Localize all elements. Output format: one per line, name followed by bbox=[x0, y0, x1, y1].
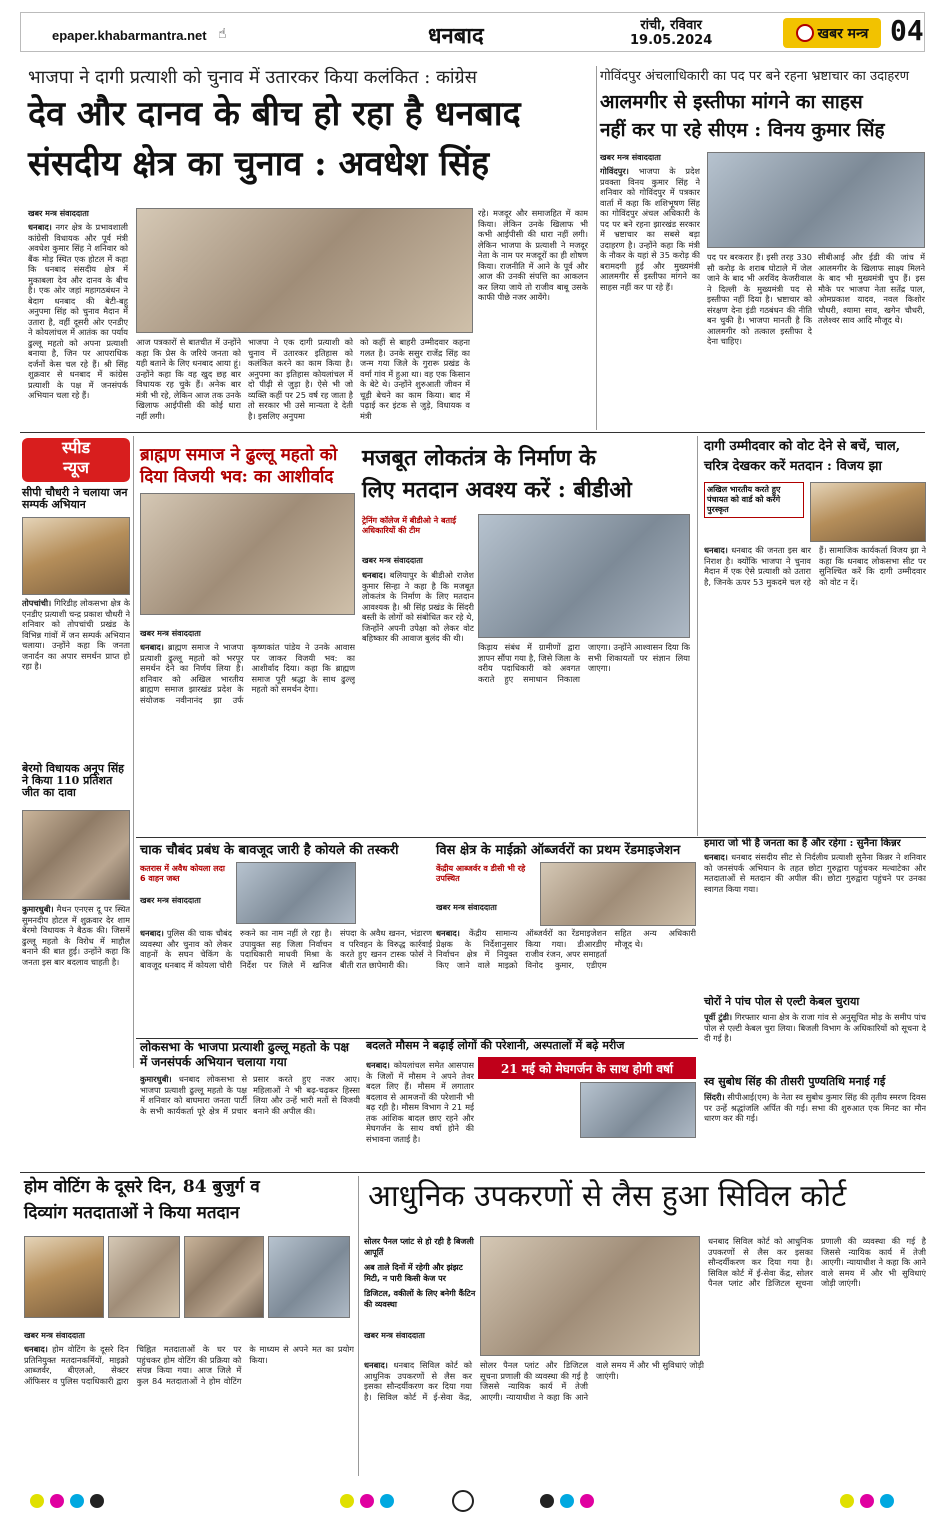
sunaina-text bbox=[704, 852, 926, 992]
right-kicker: गोविंदपुर अंचलाधिकारी का पद पर बने रहना भ्रष्टाचार का उदाहरण bbox=[600, 69, 910, 84]
divider bbox=[697, 436, 698, 836]
registration-dot bbox=[540, 1494, 554, 1508]
brahman-headline-2: दिया विजयी भव: का आशीर्वाद bbox=[140, 467, 334, 487]
sunaina-dateline: धनबाद। bbox=[704, 852, 728, 862]
registration-dot bbox=[50, 1494, 64, 1508]
registration-dot bbox=[90, 1494, 104, 1508]
daagi-headline-1: दागी उम्मीदवार को वोट देने से बचें, चाल, bbox=[704, 439, 901, 454]
subodh-text-body: सीपीआई(एम) के नेता स्व सुबोध कुमार सिंह की तृतीय स्मरण दिवस पर उन्हें श्रद्धांजलि अर्पित की गई। सभा की शुरुआत एक मिनट का मौन धारण कर की गई। bbox=[704, 1092, 926, 1123]
koyla-text bbox=[140, 928, 432, 1034]
court-dateline: धनबाद। bbox=[364, 1360, 388, 1370]
court-text-body: धनबाद सिविल कोर्ट को आधुनिक उपकरणों से लैस कर इसका सौन्दर्यीकरण कर दिया गया है। सिविल कोर्ट में ई-सेवा केंद्र, सोलर पैनल प्लांट और डिजिटल सूचना प्रणाली की व्यवस्था की गई है जिससे न्यायिक कार्य में तेजी आएगी। न्यायाधीश ने कहा कि आने वाले समय में और भी सुविधाएं जोड़ी जाएंगी। bbox=[364, 1360, 704, 1402]
home-photo-4 bbox=[268, 1236, 350, 1318]
speed-badge-1: स्पीड bbox=[61, 438, 91, 457]
print-color-bar bbox=[0, 1486, 945, 1517]
speed-dateline: तोपचांची। bbox=[22, 598, 52, 608]
subodh-headline: स्व सुबोध सिंह की तीसरी पुण्यतिथि मनाई गई bbox=[704, 1075, 886, 1088]
speed-photo bbox=[22, 517, 130, 595]
weather-headline: बदलते मौसम ने बढ़ाई लोगों की परेशानी, अस्पतालों में बढ़े मरीज bbox=[366, 1039, 625, 1052]
bdo-text bbox=[362, 570, 474, 834]
home-headline-1: होम वोटिंग के दूसरे दिन, 84 बुजुर्ग व bbox=[24, 1177, 260, 1197]
bdo-byline: खबर मन्त्र संवाददाता bbox=[362, 556, 423, 565]
speed-news-badge bbox=[22, 438, 130, 482]
bdo-headline-1: मजबूत लोकतंत्र के निर्माण के bbox=[362, 445, 596, 471]
court-text bbox=[364, 1360, 704, 1474]
speed-text-2 bbox=[22, 904, 130, 1066]
right-headline-2: नहीं कर पा रहे सीएम : विनय कुमार सिंह bbox=[600, 119, 885, 141]
registration-mark-icon bbox=[452, 1490, 474, 1512]
lead-col-2: आज पत्रकारों से बातचीत में उन्होंने कहा कि प्रेस के जरिये जनता को यही बताने के लिए धनबाद आया हूं। उन्होंने कहा कि वह खुद छह बार विधायक रह चुके हैं। अनेक बार मंत्री भी रहे, लेकिन आज तक उनके खिलाफ आईपीसी की कोई धारा नहीं लगी। bbox=[136, 337, 241, 421]
right-col-2: पद पर बरकरार हैं। इसी तरह 330 सौ करोड़ के शराब घोटाले में जेल जाने के बाद भी अरविंद केजरीवाल ने दिल्ली के मुख्यमंत्री पद से इस्तीफा नहीं दिया है। भ्रष्टाचार को संरक्षण देना इंडी गठबंधन की नीति बन चुकी है। भाजपा मानती है कि आलमगीर को तत्काल इस्तीफा दे देना चाहिए। bbox=[707, 252, 812, 346]
observer-text bbox=[436, 928, 696, 1034]
home-dateline: धनबाद। bbox=[24, 1344, 48, 1354]
home-text-body: होम वोटिंग के दूसरे दिन प्रतिनियुक्त मतदानकर्मियों, माइक्रो आब्जर्वर, बीएलओ, सेक्टर ऑफिसर व पुलिस पदाधिकारी द्वारा चिह्नित मतदाताओं के घर पर पहुंचकर होम वोटिंग की प्रक्रिया को संपन्न किया गया। आज जिले में कुल 84 मतदाताओं ने होम वोटिंग के माध्यम से अपने मत का प्रयोग किया। bbox=[24, 1344, 354, 1386]
home-text bbox=[24, 1344, 354, 1472]
bdo-dateline: धनबाद। bbox=[362, 570, 386, 580]
speed-text-2-body: मैथन एनएस दू पर स्थित सुमनदीप होटल में शुक्रवार देर शाम बेरमो विधायक ने बैठक की। जिसमें ढुल्लू महतो के विरोध में माहौल बनाने की बात हुई। उन्होंने कहा कि जनता इस बार बदलाव चाहती है। bbox=[22, 904, 130, 967]
brahman-headline-1: ब्राह्मण समाज ने ढुल्लू महतो को bbox=[140, 445, 338, 465]
speed-head-2: बेरमो विधायक अनूप सिंह ने किया 110 प्रतिशत जीत का दावा bbox=[22, 762, 124, 800]
bdo-photo bbox=[478, 514, 690, 638]
koyla-headline: चाक चौबंद प्रबंध के बावजूद जारी है कोयले की तस्करी bbox=[140, 843, 399, 858]
speed-badge-2: न्यूज bbox=[63, 458, 89, 477]
court-headline: आधुनिक उपकरणों से लैस हुआ सिविल कोर्ट bbox=[368, 1179, 847, 1214]
right-col-3: सीबीआई और ईडी की जांच में आलमगीर के खिलाफ साक्ष्य मिलने के बाद भी मुख्यमंत्री चुप हैं। इस मौके पर भाजपा नेता सतेंद्र पाल, ओमप्रकाश यादव, नवल किशोर चौधरी, श्यामा साव, खगेन चौधरी, तलेश्वर साव आदि मौजूद थे। bbox=[818, 252, 925, 325]
speed-text-body: गिरिडीह लोकसभा क्षेत्र के एनडीए प्रत्याशी चन्द्र प्रकाश चौधरी ने शनिवार को तोपचांची प्रखंड के विभिन्न गांवों में जन सम्पर्क अभियान चलाया। उन्होंने कहा कि जनता जनार्दन का अपार समर्थन प्राप्त हो रहा है। bbox=[22, 598, 130, 671]
registration-dot bbox=[560, 1494, 574, 1508]
brahman-text-body: ब्राह्मण समाज ने भाजपा प्रत्याशी ढुल्लू महतो को भरपूर समर्थन देने का निर्णय लिया है। शनिवार को अखिल भारतीय ब्राह्मण समाज झारखंड प्रदेश के संयोजक नवीनानंद झा उर्फ कृष्णकांत पांडेय ने उनके आवास पर जाकर विजयी भव: का आशीर्वाद दिया। कहा कि ब्राह्मण समाज पूरी श्रद्धा के साथ ढुल्लू महतो को समर्थन देगा। bbox=[140, 642, 355, 705]
court-text-2: धनबाद सिविल कोर्ट को आधुनिक उपकरणों से लैस कर इसका सौन्दर्यीकरण कर दिया गया है। सिविल कोर्ट में ई-सेवा केंद्र, सोलर पैनल प्लांट और डिजिटल सूचना प्रणाली की व्यवस्था की गई है जिससे न्यायिक कार्य में तेजी आएगी। न्यायाधीश ने कहा कि आने वाले समय में और भी सुविधाएं जोड़ी जाएंगी। bbox=[708, 1236, 926, 1288]
brand-mark-icon bbox=[796, 24, 814, 42]
daagi-text-body: धनबाद की जनता इस बार निराश है। क्योंकि भाजपा ने चुनाव मैदान में एक ऐसे प्रत्याशी को उतारा है, जिनके ऊपर 53 मुकदमे चल रहे हैं। सामाजिक कार्यकर्ता विजय झा ने कहा कि धनबाद लोकसभा सीट पर सुनिश्चित करें कि दागी उम्मीदवार को वोट न दें। bbox=[704, 545, 926, 587]
registration-dot bbox=[380, 1494, 394, 1508]
cursor-icon: ☝ bbox=[218, 26, 227, 42]
daagi-dateline: धनबाद। bbox=[704, 545, 728, 555]
lead-headline-1: देव और दानव के बीच हो रहा है धनबाद bbox=[28, 94, 521, 134]
divider bbox=[20, 1172, 925, 1173]
court-photo bbox=[480, 1236, 700, 1356]
sunaina-headline: हमारा जो भी है जनता का है और रहेगा : सुनैना किन्नर bbox=[704, 838, 901, 849]
chor-headline: चोरों ने पांच पोल से एल्टी केबल चुराया bbox=[704, 995, 860, 1008]
registration-dot bbox=[70, 1494, 84, 1508]
weather-photo bbox=[580, 1082, 696, 1138]
lead-headline-2: संसदीय क्षेत्र का चुनाव : अवधेश सिंह bbox=[28, 144, 490, 184]
registration-dot bbox=[860, 1494, 874, 1508]
divider bbox=[358, 1176, 359, 1476]
home-photo-3 bbox=[184, 1236, 264, 1318]
brand-name: खबर मन्त्र bbox=[817, 25, 869, 42]
divider bbox=[20, 432, 925, 433]
registration-dot bbox=[880, 1494, 894, 1508]
home-photo-2 bbox=[108, 1236, 180, 1318]
registration-dot bbox=[340, 1494, 354, 1508]
dhullu-text-body: धनबाद लोकसभा से भाजपा प्रत्याशी ढुल्लू महतो के पक्ष में शनिवार को बाघमारा जनता पार्टी के सभी कार्यकर्ता पूरे क्षेत्र में प्रचार प्रसार करते हुए नजर आए। महिलाओं ने भी बढ़-चढ़कर हिस्सा लिया और उन्हें भारी मतों से विजयी बनाने की अपील की। bbox=[140, 1074, 360, 1116]
lead-col-1 bbox=[28, 222, 128, 422]
subodh-text bbox=[704, 1092, 926, 1166]
weather-dateline: धनबाद। bbox=[366, 1060, 390, 1070]
bdo-headline-2: लिए मतदान अवश्य करें : बीडीओ bbox=[362, 477, 632, 503]
chor-dateline: पूर्वी टुंडी। bbox=[704, 1012, 733, 1022]
court-byline: खबर मन्त्र संवाददाता bbox=[364, 1331, 425, 1340]
right-col-1 bbox=[600, 166, 700, 428]
lead-col-1-text: नगर क्षेत्र के प्रभावशाली कांग्रेसी विधायक और पूर्व मंत्री अवधेश कुमार सिंह ने शनिवार को बैंक मोड़ स्थित एक होटल में कहा कि धनबाद संसदीय क्षेत्र में मुकाबला देव और दानव के बीच है। एक ओर जहां महागठबंधन ने बेदाग धनबाद की बेटी-बहू अनुपमा सिंह को चुनाव मैदान में उतारा है, वहीं दूसरी ओर एनडीए ने कोयलांचल में आतंक का पर्याय ढुल्लू महतो को अपना प्रत्याशी बनाया है, जिन पर आपराधिक दर्जनों केस चल रहे हैं। श्री सिंह शुक्रवार से धनबाद में कांग्रेस प्रत्याशी के पक्ष में जनसंपर्क अभियान चला रहे हैं। bbox=[28, 222, 128, 400]
brahman-photo bbox=[140, 493, 355, 615]
home-headline-2: दिव्यांग मतदाताओं ने किया मतदान bbox=[24, 1203, 240, 1223]
court-bullet-3: डिजिटल, वकीलों के लिए बनेगी कैंटिन की व्यवस्था bbox=[364, 1289, 476, 1309]
subodh-dateline: सिंदरी। bbox=[704, 1092, 725, 1102]
observer-sub: केंद्रीय आब्जर्वर व डीसी भी रहे उपस्थित bbox=[436, 864, 526, 883]
registration-dot bbox=[30, 1494, 44, 1508]
observer-photo bbox=[540, 862, 696, 926]
right-byline: खबर मन्त्र संवाददाता bbox=[600, 153, 661, 162]
observer-byline: खबर मन्त्र संवाददाता bbox=[436, 903, 497, 912]
brand-logo bbox=[783, 18, 881, 48]
edition-city: धनबाद bbox=[428, 23, 484, 49]
date-label: 19.05.2024 bbox=[630, 33, 713, 48]
dhullu-headline: लोकसभा के भाजपा प्रत्याशी ढुल्लू महतो के पक्ष में जनसंपर्क अभियान चलाया गया bbox=[140, 1040, 350, 1069]
registration-dot bbox=[840, 1494, 854, 1508]
brahman-dateline: धनबाद। bbox=[140, 642, 164, 652]
home-byline: खबर मन्त्र संवाददाता bbox=[24, 1331, 85, 1340]
registration-dot bbox=[580, 1494, 594, 1508]
dateline bbox=[630, 18, 712, 48]
court-bullet-1: सोलर पैनल प्लांट से हो रही है बिजली आपूर्ति bbox=[364, 1237, 474, 1257]
koyla-sub: कतरास में अवैध कोयला लदा 6 वाहन जब्त bbox=[140, 864, 225, 883]
lead-col-4: को कहीं से बाहरी उम्मीदवार कहना गलत है। उनके ससुर राजेंद्र सिंह का जन्म गया जिले के गुरारू प्रखंड के वर्मा गांव में हुआ था। वह एक किसान के बेटे थे। उन्होंने शुरुआती जीवन में चूड़ी बेचने का काम किया। बाद में पढ़ाई कर इंटक से जुड़े, विधायक व मंत्री bbox=[360, 337, 470, 421]
epaper-url[interactable]: epaper.khabarmantra.net bbox=[52, 28, 207, 43]
weather-text bbox=[366, 1060, 474, 1168]
koyla-byline: खबर मन्त्र संवाददाता bbox=[140, 896, 201, 905]
lead-photo bbox=[136, 208, 473, 333]
observer-headline: विस क्षेत्र के माईक्रो ऑब्जर्वरों का प्रथम रेंडमाइजेशन bbox=[436, 843, 681, 858]
lead-col-3: भाजपा ने एक दागी प्रत्याशी को चुनाव में उतारकर इतिहास को कलंकित करने का काम किया है। अनुपमा का इतिहास कोयलांचल में दो पीढ़ी से जुड़ा है। ऐसे भी जो व्यक्ति कहीं पर 25 वर्ष रह जाता है तो सरकार भी उसे मान्यता दे देती है। इसलिए अनुपमा bbox=[248, 337, 353, 421]
right-col-1-text: भाजपा के प्रदेश प्रवक्ता विनय कुमार सिंह ने शनिवार को गोविंदपुर में पत्रकार वार्ता में कहा कि शशिभूषण सिंह का गोविंदपुर अंचल अधिकारी के पद पर बने रहना झारखंड सरकार में भ्रष्टाचार का सबसे बड़ा उदाहरण है। उन्होंने कहा कि मंत्री के नौकर के यहां से 35 करोड़ की बरामदगी हुई और मुख्यमंत्री आलमगीर से इस्तीफा मांगने का साहस नहीं कर पा रहे हैं। bbox=[600, 166, 700, 292]
daagi-text bbox=[704, 545, 926, 833]
registration-dot bbox=[360, 1494, 374, 1508]
koyla-dateline: धनबाद। bbox=[140, 928, 164, 938]
observer-dateline: धनबाद। bbox=[436, 928, 460, 938]
chor-text-body: गिरफ्तार थाना क्षेत्र के राजा गांव से अनुसूचित मोड़ के समीप पांच पोल से एल्टी केबल चुरा लिया। बिजली विभाग के अधिकारियों को सूचना दे दी गई है। bbox=[704, 1012, 926, 1043]
dhullu-text bbox=[140, 1074, 360, 1170]
right-headline-1: आलमगीर से इस्तीफा मांगने का साहस bbox=[600, 91, 863, 113]
speed-photo-2 bbox=[22, 810, 130, 900]
day-label: रांची, रविवार bbox=[640, 18, 702, 33]
lead-col-5: रहे। मजदूर और समाजहित में काम किया। लेकिन उनके खिलाफ भी कभी आईपीसी की धारा नहीं लगी। लेकिन भाजपा के प्रत्याशी ने मजदूर नेता के नाम पर मजदूरों का ही शोषण किया। राजनीति में आने के पूर्व और आज की उनकी संपत्ति का आकलन कर लिया जाये तो राजीव बाबू उसके काफी पीछे नजर आयेंगे। bbox=[478, 208, 588, 302]
daagi-note: अखिल भारतीय करते हुए पंचायत को वार्ड को करेंगे पुरस्कृत bbox=[704, 482, 804, 518]
brahman-byline: खबर मन्त्र संवाददाता bbox=[140, 629, 201, 638]
dhullu-dateline: कुमारधुबी। bbox=[140, 1074, 172, 1084]
page-number: 04 bbox=[890, 14, 924, 47]
sunaina-text-body: धनबाद संसदीय सीट से निर्दलीय प्रत्याशी सुनैना किन्नर ने शनिवार को जनसंपर्क अभियान के तहत छोटा गुरुद्वारा पहुंचकर मत्थाटेका और मतदाताओं से मतदान की अपील की। छोटा गुरुद्वारा पहुंचने पर उनका स्वागत किया गया। bbox=[704, 852, 926, 894]
speed-head: सीपी चौधरी ने चलाया जन सम्पर्क अभियान bbox=[22, 486, 128, 512]
divider bbox=[596, 66, 597, 430]
court-bullets bbox=[364, 1236, 476, 1310]
right-photo bbox=[707, 152, 925, 248]
home-photo-1 bbox=[24, 1236, 104, 1318]
divider bbox=[133, 436, 134, 1068]
court-bullet-2: अब ताले दिनों में रहेगी और झंझट मिटी, न पारी किसी केज पर bbox=[364, 1263, 463, 1283]
brahman-text bbox=[140, 642, 355, 834]
koyla-text-body: पुलिस की चाक चौबंद व्यवस्था और चुनाव को लेकर वाहनों के सघन चेकिंग के बावजूद धनबाद में कोयला चोरी रुकने का नाम नहीं ले रहा है। उपायुक्त सह जिला निर्वाचन पदाधिकारी माधवी मिश्रा के निर्देश पर जिले में खनिज संपदा के अवैध खनन, भंडारण व परिवहन के विरुद्ध कार्रवाई करते हुए खनन टास्क फोर्स ने बीती रात छापेमारी की। bbox=[140, 928, 432, 970]
weather-text-body: कोयलांचल समेत आसपास के जिलों में मौसम ने अपने तेवर बदल लिए हैं। मौसम में लगातार बदलाव से आमजनों की परेशानी भी बढ़ रही है। मौसम विभाग ने 21 मई तक आंशिक बादल छाए रहने और मेघगर्जन के साथ वर्षा होने की संभावना जताई है। bbox=[366, 1060, 474, 1144]
speed-text bbox=[22, 598, 130, 760]
lead-dateline: धनबाद। bbox=[28, 222, 52, 232]
observer-text-body: केंद्रीय सामान्य प्रेक्षक के निर्देशानुसार निर्वाचन क्षेत्र में नियुक्त किए जाने वाले माइक्रो ऑब्जर्वरों का रेंडमाइजेशन किया गया। डीआरडीए राजीव रंजन, अपर समाहर्ता विनोद कुमार, एडीएम सहित अन्य अधिकारी मौजूद थे। bbox=[436, 928, 696, 970]
weather-band: 21 मई को मेघगर्जन के साथ होगी वर्षा bbox=[478, 1057, 696, 1079]
bdo-text-2: किड़ाय संबंध में ग्रामीणों द्वारा ज्ञापन सौंपा गया है, जिसे जिला के वरीय पदाधिकारी को अवगत कराते हुए समाधान निकाला जाएगा। उन्होंने आश्वासन दिया कि सभी शिकायतों पर संज्ञान लिया जाएगा। bbox=[478, 642, 690, 684]
daagi-headline-2: चरित्र देखकर करें मतदान : विजय झा bbox=[704, 459, 882, 474]
bdo-sub: ट्रेनिंग कॉलेज में बीडीओ ने बताई अधिकारियों की टीम bbox=[362, 516, 457, 535]
right-dateline: गोविंदपुर। bbox=[600, 166, 629, 176]
koyla-photo bbox=[236, 862, 356, 924]
daagi-photo bbox=[810, 482, 926, 542]
bdo-text-body: बलियापुर के बीडीओ राजेश कुमार सिन्हा ने कहा है कि मजबूत लोकतंत्र के निर्माण के लिए मतदान आवश्यक है। श्री सिंह प्रखंड के सिंदरी बस्ती के लोगों को संबोधित कर रहे थे, जिन्होंने अपनी उपेक्षा को लेकर वोट बहिष्कार की आवाज बुलंद की थी। bbox=[362, 570, 474, 643]
masthead bbox=[0, 0, 945, 60]
chor-text bbox=[704, 1012, 926, 1070]
speed-dateline-2: कुमारधुबी। bbox=[22, 904, 54, 914]
lead-kicker: भाजपा ने दागी प्रत्याशी को चुनाव में उतारकर किया कलंकित : कांग्रेस bbox=[28, 67, 477, 88]
lead-byline: खबर मन्त्र संवाददाता bbox=[28, 209, 89, 218]
